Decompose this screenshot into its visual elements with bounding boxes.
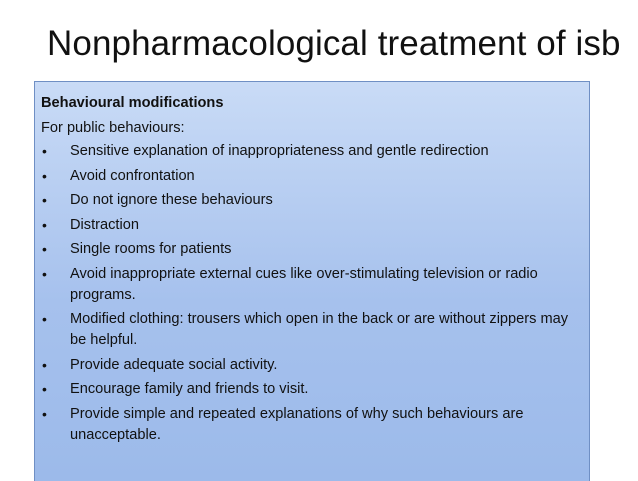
bullet-item [41, 378, 579, 400]
bullet-icon: • [42, 192, 47, 209]
bullet-text: Avoid confrontation [70, 167, 195, 184]
bullet-icon: • [42, 311, 47, 328]
bullet-item [41, 308, 579, 351]
bullet-text: Provide adequate social activity. [70, 356, 278, 373]
slide-title: Nonpharmacological treatment of isb [47, 24, 621, 63]
section-subheading: For public behaviours: [41, 119, 185, 136]
bullet-text: Modified clothing: trousers which open in the back or are without zippers may be helpful. [70, 311, 569, 349]
bullet-item [41, 140, 579, 162]
bullet-icon: • [42, 241, 47, 258]
bullet-item [41, 403, 579, 446]
bullet-text: Provide simple and repeated explanations of why such behaviours are unacceptable. [70, 405, 524, 443]
bullet-list [41, 140, 579, 446]
bullet-icon: • [42, 405, 47, 422]
content-box [34, 81, 590, 481]
bullet-item [41, 263, 579, 306]
bullet-text: Distraction [70, 216, 139, 233]
bullet-icon: • [42, 265, 47, 282]
bullet-icon: • [42, 216, 47, 233]
bullet-icon: • [42, 143, 47, 160]
bullet-item [41, 354, 579, 376]
bullet-item [41, 165, 579, 187]
bullet-icon: • [42, 356, 47, 373]
bullet-icon: • [42, 167, 47, 184]
bullet-text: Single rooms for patients [70, 241, 232, 258]
bullet-item [41, 189, 579, 211]
bullet-item [41, 214, 579, 236]
bullet-text: Sensitive explanation of inappropriateness and gentle redirection [70, 143, 489, 160]
bullet-icon: • [42, 381, 47, 398]
bullet-text: Do not ignore these behaviours [70, 192, 273, 209]
section-heading: Behavioural modifications [41, 95, 224, 111]
bullet-item [41, 238, 579, 260]
bullet-text: Encourage family and friends to visit. [70, 381, 309, 398]
bullet-text: Avoid inappropriate external cues like over-stimulating television or radio programs. [70, 265, 538, 303]
